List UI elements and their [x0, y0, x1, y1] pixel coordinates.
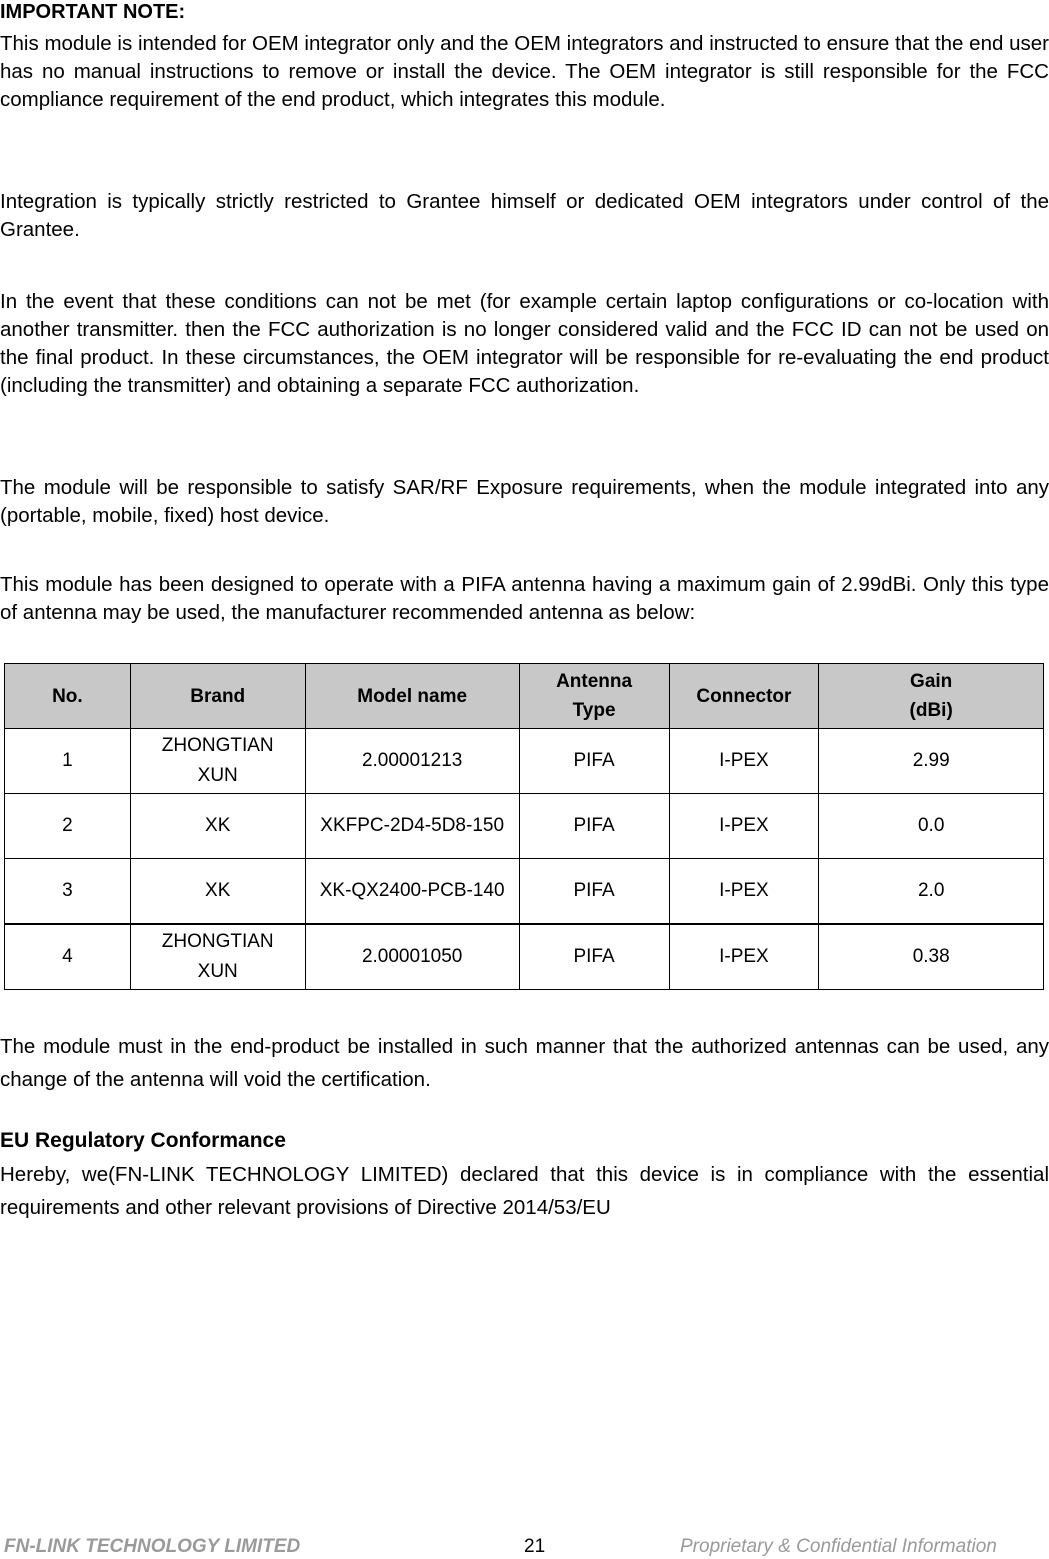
header-connector: Connector	[669, 664, 819, 729]
cell-brand: XK	[130, 859, 305, 925]
cell-model: 2.00001213	[305, 729, 519, 794]
important-note-heading: IMPORTANT NOTE:	[0, 1, 186, 23]
cell-no: 3	[5, 859, 131, 925]
cell-connector: I-PEX	[669, 859, 819, 925]
table-row	[5, 859, 1044, 925]
cell-no: 4	[5, 924, 131, 990]
cell-gain: 2.99	[819, 729, 1044, 794]
footer-confidential-notice: Proprietary & Confidential Information	[680, 1536, 997, 1557]
cell-type: PIFA	[519, 794, 669, 859]
cell-no: 1	[5, 729, 131, 794]
antenna-installation-paragraph: The module must in the end-product be installed in such manner that the authorized antennas can be used, any change of the antenna will void the certification.	[0, 1035, 1049, 1091]
cell-brand: ZHONGTIAN XUN	[130, 924, 305, 990]
cell-connector: I-PEX	[669, 794, 819, 859]
cell-type: PIFA	[519, 859, 669, 925]
cell-no: 2	[5, 794, 131, 859]
fcc-authorization-paragraph: In the event that these conditions can not be met (for example certain laptop configurations or co-location with another transmitter. then the FCC authorization is no longer considered valid and the FCC ID can not be used on the final product. In these circumstances, the OEM integrator will be responsible for re-evaluating the end product (including the transmitter) and obtaining a separate FCC authorization.	[0, 290, 1049, 397]
cell-connector: I-PEX	[669, 924, 819, 990]
footer-company-name: FN-LINK TECHNOLOGY LIMITED	[4, 1536, 301, 1557]
antenna-intro-paragraph: This module has been designed to operate with a PIFA antenna having a maximum gain of 2.99dBi. Only this type of antenna may be used, the manufacturer recommended antenna as below:	[0, 573, 1049, 624]
table-row	[5, 924, 1044, 990]
cell-model: 2.00001050	[305, 924, 519, 990]
table-header-row	[5, 664, 1044, 729]
integration-restriction-paragraph: Integration is typically strictly restricted to Grantee himself or dedicated OEM integrators under control of the Grantee.	[0, 190, 1049, 241]
table-row	[5, 794, 1044, 859]
cell-type: PIFA	[519, 729, 669, 794]
cell-gain: 0.38	[819, 924, 1044, 990]
eu-declaration-paragraph: Hereby, we(FN-LINK TECHNOLOGY LIMITED) declared that this device is in compliance with the essential requirements and other relevant provisions of Directive 2014/53/EU	[0, 1163, 1049, 1219]
header-no: No.	[5, 664, 131, 729]
antenna-table	[4, 663, 1044, 990]
header-model-name: Model name	[305, 664, 519, 729]
sar-exposure-paragraph: The module will be responsible to satisfy SAR/RF Exposure requirements, when the module integrated into any (portable, mobile, fixed) host device.	[0, 476, 1049, 527]
cell-brand: XK	[130, 794, 305, 859]
header-gain: Gain (dBi)	[819, 664, 1044, 729]
oem-integrator-paragraph: This module is intended for OEM integrator only and the OEM integrators and instructed to ensure that the end user has no manual instructions to remove or install the device. The OEM integrator is still responsible for the FCC compliance requirement of the end product, which integrates this module.	[0, 32, 1049, 111]
cell-type: PIFA	[519, 924, 669, 990]
cell-gain: 0.0	[819, 794, 1044, 859]
header-brand: Brand	[130, 664, 305, 729]
page-number: 21	[524, 1536, 546, 1557]
cell-gain: 2.0	[819, 859, 1044, 925]
table-row	[5, 729, 1044, 794]
cell-connector: I-PEX	[669, 729, 819, 794]
eu-conformance-heading: EU Regulatory Conformance	[0, 1129, 286, 1152]
cell-model: XKFPC-2D4-5D8-150	[305, 794, 519, 859]
cell-model: XK-QX2400-PCB-140	[305, 859, 519, 925]
cell-brand: ZHONGTIAN XUN	[130, 729, 305, 794]
header-antenna-type: Antenna Type	[519, 664, 669, 729]
